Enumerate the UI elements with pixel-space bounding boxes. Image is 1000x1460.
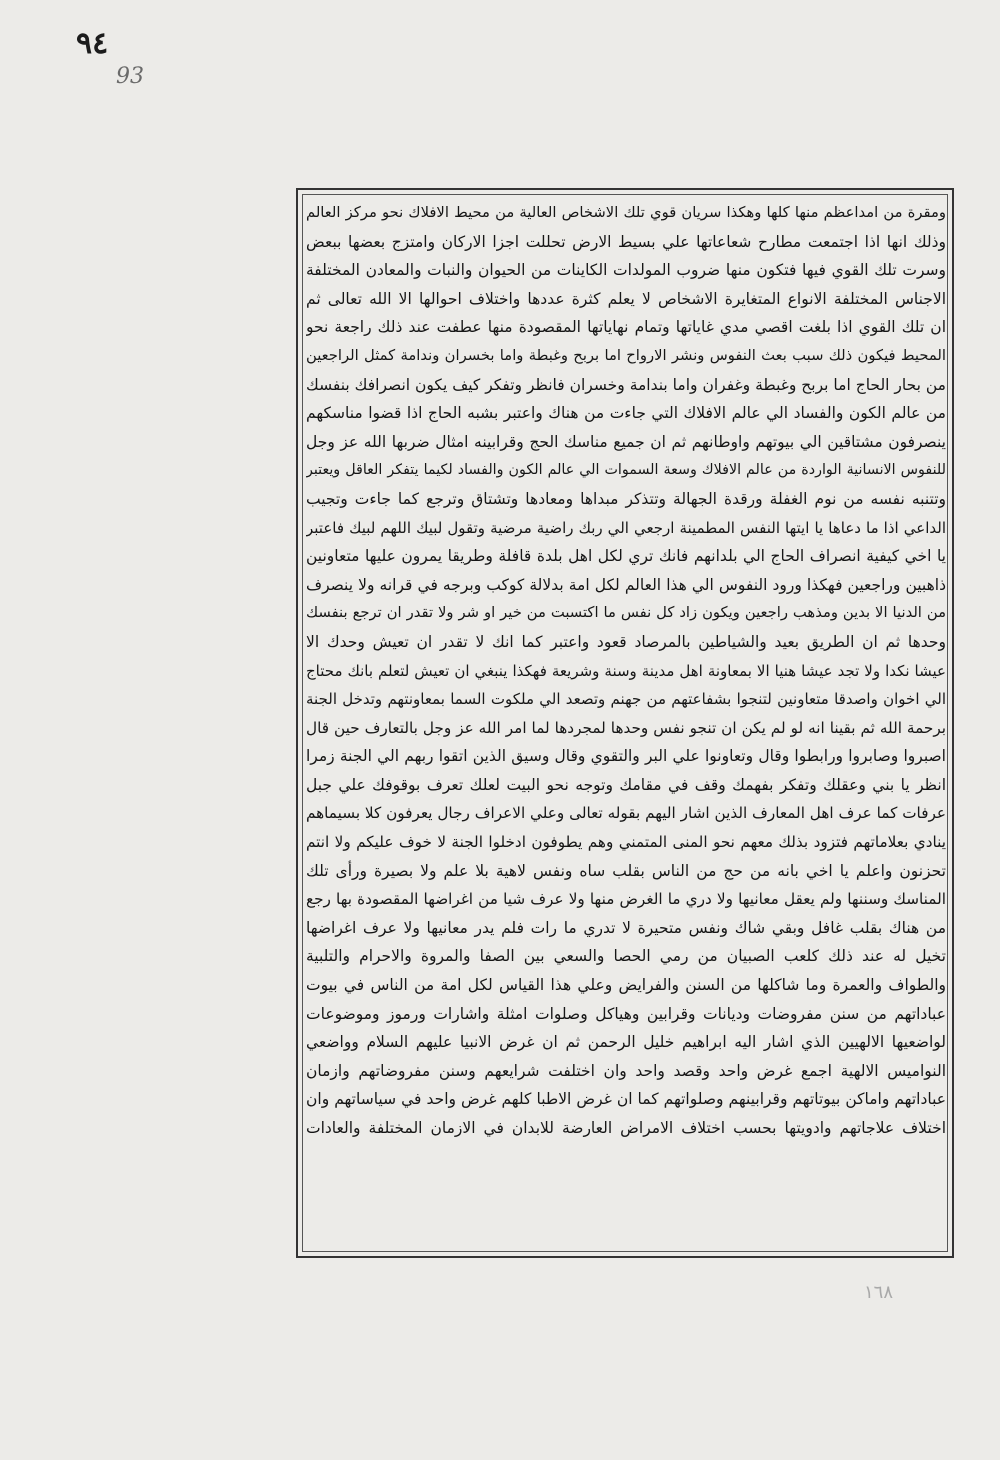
text-line: يا اخي كيفية انصراف الحاج الي بلدانهم فانك تري لكل اهل بلدة قافلة وطريقا يمرون عليها متعاونين xyxy=(306,547,946,566)
text-line: تحزنون واعلم يا اخي بانه من حج من الناس بقلب ساه ونفس لاهية بلا علم ولا بصيرة ورأى تلك xyxy=(306,861,946,880)
text-line: اختلاف علاجاتهم وادويتها بحسب اختلاف الامراض العارضة للابدان في الازمان المختلفة والعادات xyxy=(306,1119,946,1137)
text-line: لواضعيها الالهيين الذي اشار اليه ابراهيم خليل الرحمن ثم ان غرض الانبيا عليهم السلام وواضعي xyxy=(306,1033,946,1052)
text-line: وتتنبه نفسه من نوم الغفلة ورقدة الجهالة وتتذكر مبداها ومعادها وتشتاق وترجع كما جاءت وتجيب xyxy=(306,489,946,508)
text-line: وذلك انها اذا اجتمعت مطارح شعاعاتها علي بسيط الارض تحللت اجزا الاركان وامتزج بعضها ببعض xyxy=(306,232,946,251)
text-line: ينصرفون مشتاقين الي بيوتهم واوطانهم ثم ان جميع مناسك الحج وقرابينه امثال ضربها الله عز وجل xyxy=(306,432,946,451)
text-line: برحمة الله ثم بقينا انه لو لم يكن ان تنجو نفس وحدها لمجردها لما امر الله عز وجل بالتعارف حين قال xyxy=(306,718,946,737)
text-line: الاجناس المختلفة الانواع المتغايرة الاشخاص لا يعلم كثرة عددها واختلاف احوالها الا الله تعالى ثم xyxy=(306,289,946,308)
text-line: عباداتهم واماكن بيوتاتهم وقرابينهم وصلواتهم كما ان غرض الاطبا كلهم غرض واحد في سياساتهم وان xyxy=(306,1090,946,1109)
text-line: من الدنيا الا بدين ومذهب راجعين ويكون زاد كل نفس ما اكتسبت من خير او شر ولا تقدر ان ترجع بنفسك xyxy=(306,604,946,622)
text-line: الداعي اذا ما دعاها يا ايتها النفس المطمينة ارجعي الي ربك راضية مرضية وتقول لبيك اللهم لبيك فاعتبر xyxy=(306,518,946,537)
text-line: المناسك وسننها ولم يعقل معانيها ولا دري ما الغرض منها ولا عرف شيا من اغراضها المقصودة بها رجع xyxy=(306,890,946,909)
text-line: للنفوس الانسانية الواردة من عالم الافلاك وسعة السموات الي عالم الكون والفساد لكيما يتفكر العاقل ويعتبر xyxy=(306,462,946,479)
text-line: الي اخوان واصدقا متعاونين لتنجوا بشفاعتهم من جهنم وتصعد الي ملكوت السما بمعاونتهم وتدخل الجنة xyxy=(306,690,946,709)
manuscript-text-block xyxy=(306,199,946,1249)
text-line: اصبروا وصابروا ورابطوا وقال وتعاونوا علي البر والتقوي وقال وسيق الذين اتقوا ربهم الي الجنة زمرا xyxy=(306,747,946,766)
text-line: تخيل له عند ذلك كلعب الصبيان من رمي الحصا والسعي بين الصفا والمروة والاحرام والتلبية xyxy=(306,947,946,966)
text-line: وحدها ثم ان الطريق بعيد والشياطين بالمرصاد قعود واعتبر كما انك لا تقدر ان تعيش وحدك الا xyxy=(306,632,946,651)
text-line: من بحار الحاج اما بربح وغبطة وغفران واما بندامة وخسران فانظر وتفكر كيف يكون انصرافك بنفسك xyxy=(306,375,946,394)
folio-number: ٩٤ xyxy=(76,26,109,61)
text-line: المحيط فيكون ذلك سبب بعث النفوس ونشر الارواح اما بربح وغبطة واما بخسران وندامة كمثل الراجعين xyxy=(306,346,946,364)
text-line: ان تلك القوي اذا بلغت اقصي مدي غاياتها وتمام نهاياتها المقصودة منها عطفت عند ذلك راجعة نحو xyxy=(306,318,946,337)
pencil-folio-number: 93 xyxy=(116,64,144,89)
text-line: من هناك بقلب غافل وبقي شاك ونفس متحيرة لا تدري ما رات فلم يدر معانيها ولا عرف اغراضها xyxy=(306,918,946,937)
text-line: والطواف والعمرة وما شاكلها من السنن والفرايض وعلي هذا القياس لكل امة من الناس في بيوت xyxy=(306,976,946,995)
text-line: النواميس الالهية اجمع غرض واحد وقصد واحد وان اختلفت شرايعهم وسنن مفروضاتهم وازمان xyxy=(306,1061,946,1080)
text-line: ينادي بعلاماتهم فتزود بذلك معهم نحو المنى المتمني وهم يطوفون ادخلوا الجنة لا خوف عليكم ولا انتم xyxy=(306,833,946,852)
text-line: ذاهبين وراجعين فهكذا ورود النفوس الي هذا العالم لكل امة بدلالة كوكب وبرجه في قرانه ولا ينصرف xyxy=(306,575,946,594)
margin-pencil-note: ١٦٨ xyxy=(864,1282,894,1303)
text-line: عرفات كما عرف اهل المعارف الذين اشار اليهم بقوله تعالى وعلي الاعراف رجال يعرفون كلا بسيماهم xyxy=(306,804,946,823)
text-line: عيشا نكدا ولا تجد عيشا هنيا الا بمعاونة اهل مدينة وسنة وشريعة فهكذا ينبغي ان تعيش لتعلم بانك محتاج xyxy=(306,661,946,680)
text-line: ومقرة من امداعظم منها كلها وهكذا سريان قوي تلك الاشخاص العالية من محيط الافلاك نحو مركز العالم xyxy=(306,204,946,221)
text-line: من عالم الكون والفساد الي عالم الافلاك التي جاءت من هناك واعتبر بشبه الحاج اذا قضوا مناسكهم xyxy=(306,404,946,423)
text-line: وسرت تلك القوي فيها فتكون منها ضروب المولدات الكاينات من الحيوان والنبات والمعادن المختلفة xyxy=(306,261,946,280)
text-line: انظر يا بني وعقلك وتفكر بفهمك وقف في مقامك وتوجه نحو البيت لعلك تعرف بوقوفك علي جبل xyxy=(306,775,946,794)
text-line: عباداتهم من سنن مفروضات وديانات وقرابين وهياكل وصلوات امثلة واشارات ورموز وموضوعات xyxy=(306,1004,946,1023)
